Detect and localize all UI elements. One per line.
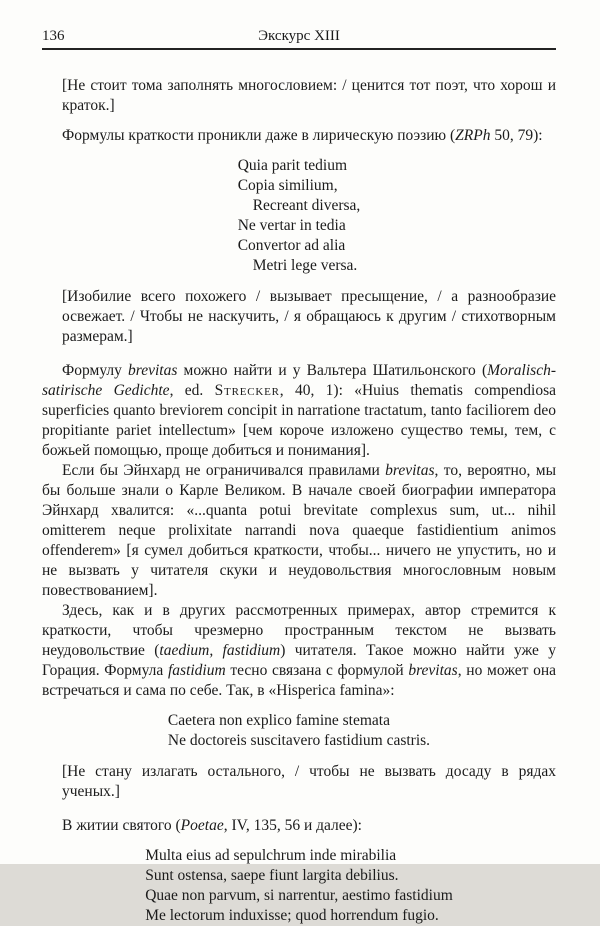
text-run: , 40, 1): «Huius thematis compendiosa superficies quanto breviorem concipit in narratione tractatum, tanto faciliorem deo propitiante pariet intellectum» [чем короче изложено существо темы, тем, с божьей помощью, проще добиться и понимания]. [42,382,556,459]
bracket-translation-1 [62,76,556,116]
verse-line: Me lectorum induxisse; quod horrendum fugio. [145,907,439,924]
text-run: [Изобилие всего похожего / вызывает пресыщение, / а разнообразие освежает. / Чтобы не наскучить, / я обращаюсь к другим / стихотворным размерам.] [62,288,556,345]
text-run: , то, вероятно, мы бы больше знали о Карле Великом. В начале своей биографии императора Эйнхард хвалится: «...quanta potui brevitate complexus sum, ut... nihil omitterem neque prolixitate narrandi nova quaeque fastidientium animos offenderem» [я сумел добиться краткости, чтобы... ничего не упустить, но и не вызвать у читателя скуки и неудовольствия многословным новым повествованием]. [42,462,556,599]
verse-line: Caetera non explico famine stemata [167,712,390,729]
paragraph-einhard [42,461,556,601]
paragraph-walter [42,361,556,461]
text-run: Poetae [180,817,224,834]
text-run: Moralisch-satirische Gedichte [42,362,556,399]
text-run: fastidium [167,662,226,679]
verse-line: Quia parit tedium [237,157,348,174]
text-run: Формулу [62,362,129,379]
text-run: В житии святого ( [62,817,181,834]
text-run: ZRPh [455,127,491,144]
text-run: brevitas [128,362,178,379]
text-run: можно найти и у Вальтера Шатильонского ( [177,362,488,379]
text-run: brevitas [408,662,458,679]
page-header [42,24,556,50]
text-run: Здесь, как и в других рассмотренных примерах, автор стремится к краткости, чтобы чрезмерно пространным текстом не вызвать неудовольствие ( [42,602,556,659]
text-run: тесно связана с формулой [225,662,409,679]
text-run: brevitas [385,462,435,479]
latin-verse-2 [42,711,556,751]
latin-verse-3 [42,846,556,926]
text-run: , ed. [169,382,215,399]
text-run: [Не стану излагать остального, / чтобы не вызвать досаду в рядах ученых.] [62,763,556,800]
bracket-translation-3 [62,762,556,802]
verse-line: Convertor ad alia [237,237,346,254]
verse-line: Copia similium, [237,177,338,194]
verse-line: Sunt ostensa, saepe fiunt largita debilius. [145,867,399,884]
text-run: Если бы Эйнхард не ограничивался правилами [62,462,386,479]
latin-verse-1 [42,156,556,276]
verse-line: Multa eius ad sepulchrum inde mirabilia [145,847,397,864]
text-run: [Не стоит тома заполнять многословием: / ценится тот поэт, что хорош и краток.] [62,77,556,114]
verse-line: Recreant diversa, [252,197,361,214]
text-run: Формулы краткости проникли даже в лирическую поэзию ( [62,127,456,144]
verse-line: Metri lege versa. [252,257,358,274]
text-run: 50, 79): [490,127,543,144]
verse-line: Quae non parvum, si narrentur, aestimo fastidium [145,887,453,904]
paragraph-intro-lyric [42,126,556,146]
verse-line: Ne vertar in tedia [237,217,346,234]
bracket-translation-2 [62,287,556,347]
paragraph-fastidium [42,601,556,701]
text-run: ) читателя. Такое можно найти уже у Горация. Формула [42,642,556,679]
running-head: Экскурс XIII [258,28,340,44]
paragraph-vita [42,816,556,836]
text-run: , IV, 135, 56 и далее): [223,817,362,834]
text-run: Strecker [214,382,280,399]
verse-line: Ne doctoreis suscitavero fastidium castris. [167,732,431,749]
text-run: , но может она встречаться и сама по себе. Так, в «Hisperica famina»: [42,662,556,699]
text-run: taedium, fastidium [159,642,281,659]
page-number: 136 [42,28,65,44]
